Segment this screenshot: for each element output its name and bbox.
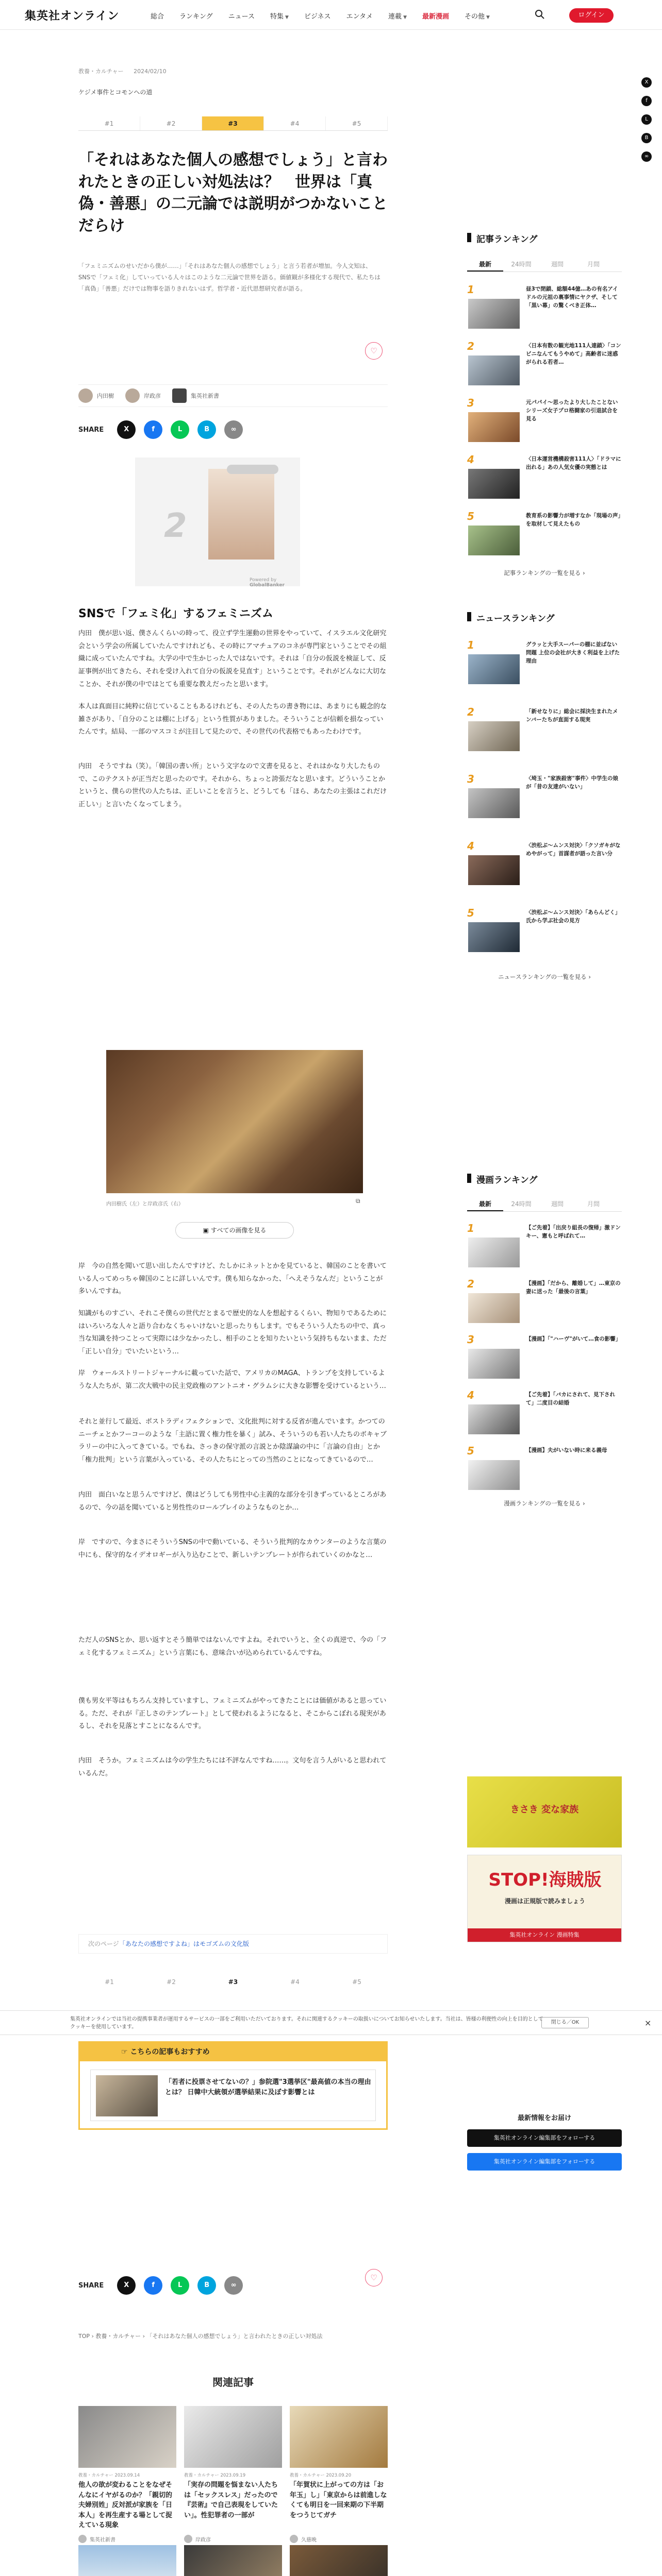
- related-card[interactable]: 教養・カルチャー 2023.09.20 「年賀状に上がっての方は「お年玉」し」「東京からは前進しなくても明日を一回来期の下半期をつうじてガチ 久慈晩: [290, 2406, 388, 2543]
- article-paragraph: ただ人のSNSとか、思い返すとそう簡単ではないんですよね。それでいうと、全くの真逆で、今の「フェミ化するフェミニズム」という言葉にも、意味合いが込められているんですね。: [78, 1636, 387, 1657]
- facebook-share-icon[interactable]: f: [144, 420, 162, 439]
- follow-title: 最新情報をお届け: [517, 2114, 571, 2122]
- series-title[interactable]: ケジメ事件とコモンへの道: [78, 89, 153, 96]
- related-thumbnail: [78, 2545, 176, 2576]
- article-category[interactable]: 教養・カルチャー: [78, 68, 124, 75]
- nav-item-feature[interactable]: 特集 ▼: [270, 13, 289, 21]
- recommended-title: 「若者に投票させてないの？」参院選"3選挙区"最高値の本当の理由とは？ 日韓中大統領が選挙結果に及ぼす影響とは: [165, 2078, 371, 2097]
- chevron-right-icon: ›: [583, 569, 585, 577]
- related-author: 集英社新書: [78, 2535, 176, 2543]
- article-lead: 「フェミニズムのせいだから僕が……」「それはあなた個人の感想でしょう」と言う若者が増加。今人文知は、SNSで「フェミ化」していっている人々はこのような二元論で世界を語る。価値観が多様化する現代で、私たちは「真偽」「善悪」だけでは物事を語りきれないはず。哲学者・近代思想研究者が語る。: [78, 262, 380, 292]
- all-images-button[interactable]: ▣ すべての画像を見る: [175, 1222, 294, 1239]
- thumbnail: [468, 1460, 520, 1490]
- ranking-tabs: [467, 258, 622, 272]
- related-heading: 関連記事: [212, 2376, 254, 2388]
- tab-weekly[interactable]: 週間: [551, 1200, 564, 1208]
- x-share-icon[interactable]: X: [117, 2276, 136, 2295]
- ad-footer: Powered by GlobalBanker: [250, 578, 285, 588]
- article-paragraph: 知識がものすごい、それこそ僕らの世代だとまるで歴史的な人を想起するくらい、物知りであるためにはいろいろな人々と語り合わなくちゃいけないと思ったりもします。でもそういう人たちの中で、真っ当な知識を持つことって実際には少なかったし、相手のことを知りたいという気持ちもないまま、ただ「正しい自分」でいたいという…: [78, 1310, 387, 1356]
- nav-item-series[interactable]: 連載 ▼: [388, 13, 407, 21]
- thumbnail: [468, 1238, 520, 1267]
- article-paragraph: 岸 ウォールストリートジャーナルに載っていた話で、アメリカのMAGA、トランプを支持しているような人たちが、第二次大戦中の民主党政権のアントニオ・グラムシに大きな影響を受けているという…: [78, 1369, 386, 1390]
- page-tab-4[interactable]: #4: [264, 116, 326, 130]
- ranking-item[interactable]: 4 【ご先着】「バカにされて、見下されて」二度目の結婚: [467, 1389, 622, 1435]
- related-title: 「実存の問題を悩まない人たちは「セックスレス」だったので『芸術』で自己表現をしていたい」。性犯罪者の一部が: [184, 2481, 278, 2519]
- tab-24h[interactable]: 24時間: [511, 261, 532, 268]
- photo-caption: 内田樹氏（左）と岸政彦氏（右）: [106, 1201, 184, 1207]
- page-tab-5[interactable]: #5: [326, 116, 388, 130]
- thumbnail: [468, 788, 520, 818]
- section-heading: SNSで「フェミ化」するフェミニズム: [78, 607, 273, 620]
- author-bar: [78, 384, 388, 407]
- thumbnail: [468, 654, 520, 684]
- facebook-share-icon[interactable]: f: [641, 96, 652, 106]
- article-photo[interactable]: [106, 1050, 363, 1193]
- ad-tag: [227, 465, 278, 474]
- thumbnail: [468, 412, 520, 442]
- tab-monthly[interactable]: 月間: [587, 1200, 600, 1208]
- cookie-ok-button[interactable]: 閉じる／OK: [541, 2017, 589, 2028]
- chevron-right-icon: ›: [583, 1500, 585, 1507]
- floating-share-rail: [641, 77, 654, 170]
- article-paragraph: 内田 そうですね（笑）。「韓国の書い所」という文字なので文書を見ると、それはかなり大したもので、このテクストが正当だと思ったのです。それから、ちょっと誇張だなと思います。どういうことかというと、僕らの世代の人たちは、正しいことを言うと、どうしても「ほら、あなたの主張はこれだけ正しい」と言いたくなってしまう。: [78, 762, 387, 809]
- page-tab-2[interactable]: #2: [167, 1978, 176, 1986]
- stop-piracy-banner[interactable]: STOP!海賊版 漫画は正規版で読みましょう 集英社オンライン 漫画特集: [467, 1855, 622, 1942]
- news-ranking-more-link[interactable]: ニュースランキングの一覧を見る ›: [498, 973, 591, 980]
- related-card[interactable]: 教養・カルチャー 2023.09.14 他人の欲が変わることをなぜそんなにイヤがるのか？「親切的夫婦別姓」反対派が家族を「日本人」を再生産する場として捉えている現象 集英社新書: [78, 2406, 176, 2543]
- thumbnail: [468, 721, 520, 751]
- main-nav: [151, 11, 505, 21]
- ranking-item[interactable]: 1 昼3で閉鎖、総額44億…あの有名アイドルの元祖の裏事情にヤクザ、そして「黒い幕」の驚くべき正体…: [467, 283, 622, 330]
- nav-item-home[interactable]: 総合: [151, 13, 164, 21]
- ranking-item[interactable]: 3 【漫画】「"ハーヴ"がいて…食の影響」: [467, 1333, 622, 1380]
- x-share-icon[interactable]: X: [117, 420, 136, 439]
- article-paragraph: 内田 面白いなと思うんですけど、僕はどうしても男性中心主義的な部分を引きずっているところがあるので、今の話を聞いていると男性性のロールプレイのようなものとか…: [78, 1491, 387, 1512]
- related-card[interactable]: 教養・カルチャー 2023.09.19 「実存の問題を悩まない人たちは「セックスレス」だったので『芸術』で自己表現をしていたい」。性犯罪者の一部が 岸政彦: [184, 2406, 282, 2543]
- article-paragraph: 本人は真面目に純粋に信じていることもあるけれども、その人たちの書き物には、あまりにも観念的な雑さがあり、「自分のことは棚に上げる」という性質がありました。そういうことが信頼を損なっていたんです。結局、一部のマスコミが注目して見たので、その世代の代表格でもあったわけです。: [78, 703, 387, 736]
- article-paragraph: それと並行して最近、ポストラディフェクションで、文化批判に対する反省が進んでいます。かつてのニーチェとかフーコーのような「主語に置く権力性を暴く」試み、そういうのも若い人たちのボキャブラリーの中に入ってきている。でもね、さっきの保守派の言説とか陰謀論の中に「言論の自由」とか「権力批判」という言葉が入っている、その人たちにとっての当然のことになってきているので…: [78, 1418, 387, 1464]
- ranking-item[interactable]: 4 〈日本運営機構殺害111人〉「ドラマに出れる」あの人気女優の実態とは: [467, 453, 622, 500]
- thumbnail: [468, 1404, 520, 1434]
- ranking-item[interactable]: 5 〈渋松ぶ〜ムンス対決〉「あらんどく」氏から学ぶ社会の見方: [467, 907, 622, 963]
- hand-point-icon: ☞: [121, 2048, 130, 2056]
- related-thumbnail: [78, 2406, 176, 2468]
- ranking-item[interactable]: 5 教育系の影響力が増すなか「現場の声」を取材して見えたもの: [467, 510, 622, 556]
- site-header: [0, 0, 662, 30]
- like-heart-icon[interactable]: ♡: [365, 2269, 383, 2286]
- breadcrumb-item[interactable]: 「それはあなた個人の感想でしょう」と言われたときの正しい対処法: [146, 2333, 323, 2340]
- page-tab-5[interactable]: #5: [352, 1978, 361, 1986]
- link-copy-icon[interactable]: ∞: [224, 420, 243, 439]
- related-card[interactable]: [184, 2545, 282, 2576]
- page-tab-1[interactable]: #1: [78, 116, 140, 130]
- chevron-down-icon: ▼: [486, 15, 490, 20]
- advertisement[interactable]: [135, 457, 300, 586]
- recommended-article[interactable]: [90, 2070, 376, 2121]
- avatar: [78, 388, 93, 403]
- related-thumbnail: [290, 2545, 388, 2576]
- avatar: [125, 388, 140, 403]
- related-title: 「年賀状に上がっての方は「お年玉」し」「東京からは前進しなくても明日を一回来期の下半期をつうじてガチ: [290, 2481, 387, 2519]
- page-tab-1[interactable]: #1: [105, 1978, 114, 1986]
- site-logo[interactable]: 集英社オンライン: [25, 10, 120, 23]
- cookie-banner: [0, 2010, 662, 2035]
- avatar: [290, 2535, 298, 2543]
- article-paragraph: 内田 そうか。フェミニズムは今の学生たちには不評なんですね……。文句を言う人がいると思われているんだ。: [78, 1757, 387, 1777]
- login-button[interactable]: ログイン: [569, 8, 614, 23]
- manga-ranking-heading: 漫画ランキング: [467, 1173, 622, 1185]
- next-page-label: 次のページ: [88, 1940, 119, 1947]
- thumbnail: [468, 1349, 520, 1379]
- nav-item-news[interactable]: ニュース: [228, 13, 255, 21]
- link-copy-icon[interactable]: ∞: [224, 2276, 243, 2295]
- author-item[interactable]: 集英社新書: [172, 388, 219, 403]
- article-paragraph: 岸 ですので、今まさにそういうSNSの中で動いている、そういう批判的なカウンターのような言葉の中にも、保守的なイデオロギーが入り込むことで、新しいテンプレートが作られていくのかなと…: [78, 1538, 387, 1559]
- ranking-item[interactable]: 3 〈埼玉・"家族殺害"事件〉中学生の娘が「昔の友達がいない」: [467, 773, 622, 829]
- facebook-share-icon[interactable]: f: [144, 2276, 162, 2295]
- line-share-icon[interactable]: L: [171, 2276, 189, 2295]
- recommended-article-box: [78, 2041, 388, 2130]
- nav-item-other[interactable]: その他 ▼: [465, 13, 490, 21]
- hatena-share-icon[interactable]: B: [197, 420, 216, 439]
- article-date: 2024/02/10: [134, 68, 167, 75]
- page-tab-3[interactable]: #3: [202, 116, 264, 130]
- thumbnail: [468, 355, 520, 385]
- page-tab-4[interactable]: #4: [290, 1978, 300, 1986]
- chevron-down-icon: ▼: [403, 15, 407, 20]
- share-label: SHARE: [78, 2281, 104, 2290]
- news-ranking-heading: ニュースランキング: [467, 611, 622, 624]
- thumbnail: [468, 1293, 520, 1323]
- tab-latest[interactable]: 最新: [467, 258, 503, 272]
- share-row-top: [78, 420, 251, 439]
- nav-item-manga[interactable]: 最新漫画: [422, 13, 449, 21]
- article-page-tabs-bottom: [78, 1978, 388, 1991]
- avatar: [172, 388, 187, 403]
- follow-facebook-button[interactable]: 集英社オンライン編集部をフォローする: [467, 2153, 622, 2171]
- ranking-item[interactable]: 5 【漫画】夫がいない時に来る義母: [467, 1445, 622, 1491]
- close-icon[interactable]: ×: [644, 2018, 652, 2028]
- article-ranking-more-link[interactable]: 記事ランキングの一覧を見る ›: [504, 569, 585, 577]
- related-author: 岸政彦: [184, 2535, 282, 2543]
- ranking-item[interactable]: 2 「新せなりに」総会に採決生まれたメンバーたちが直面する現実: [467, 706, 622, 762]
- recommended-thumbnail: [96, 2075, 158, 2116]
- manga-ranking-more-link[interactable]: 漫画ランキングの一覧を見る ›: [504, 1500, 585, 1507]
- hatena-share-icon[interactable]: B: [641, 133, 652, 143]
- tab-monthly[interactable]: 月間: [587, 261, 600, 268]
- next-page-link[interactable]: [78, 1934, 388, 1954]
- tab-latest[interactable]: 最新: [467, 1197, 503, 1211]
- author-item[interactable]: 岸政彦: [125, 388, 161, 403]
- line-share-icon[interactable]: L: [641, 114, 652, 125]
- expand-image-icon[interactable]: ⧉: [356, 1197, 360, 1205]
- recommended-heading: ☞ こちらの記事もおすすめ: [80, 2043, 386, 2061]
- ranking-item[interactable]: 1 グラッと大手スーパーの棚に並ばない問題 上位の会社が大きく利益を上げた理由: [467, 639, 622, 696]
- article-title: 「それはあなた個人の感想でしょう」と言われたときの正しい対処法は？ 世界は「真偽・善悪」の二元論では説明がつかないことだらけ: [78, 151, 388, 235]
- x-share-icon[interactable]: X: [641, 77, 652, 88]
- ad-image: [208, 469, 274, 560]
- ranking-item[interactable]: 2 〈日本有数の観光地111人連鎖〉「コンビニなんてもうやめて」高齢者に迷惑がられる若者…: [467, 340, 622, 386]
- thumbnail: [468, 922, 520, 952]
- related-title: 他人の欲が変わることをなぜそんなにイヤがるのか？「親切的夫婦別姓」反対派が家族を「日本人」を再生産する場として捉えている現象: [78, 2481, 173, 2529]
- page-tab-2[interactable]: #2: [140, 116, 202, 130]
- nav-item-ranking[interactable]: ランキング: [179, 13, 213, 21]
- related-thumbnail: [290, 2406, 388, 2468]
- thumbnail: [468, 299, 520, 329]
- related-card[interactable]: [290, 2545, 388, 2576]
- share-label: SHARE: [78, 426, 104, 434]
- article-ranking-heading: 記事ランキング: [467, 232, 622, 245]
- nav-item-entertainment[interactable]: エンタメ: [346, 13, 373, 21]
- line-share-icon[interactable]: L: [171, 420, 189, 439]
- ad-number: 2: [164, 507, 187, 545]
- article-paragraph: 岸 今の自然を聞いて思い出したんですけど、たしかにネットとかを見ていると、韓国のことを書いている人ってめっちゃ韓国のことに詳しいんです。僕も知らなかった、「へえそうなんだ」ということが多いんですね。: [78, 1262, 387, 1296]
- avatar: [184, 2535, 192, 2543]
- follow-box: [467, 2112, 622, 2177]
- breadcrumb: TOP › 教養・カルチャー › 「それはあなた個人の感想でしょう」と言われたときの正しい対処法: [78, 2333, 323, 2340]
- thumbnail: [468, 855, 520, 885]
- page-tab-3[interactable]: #3: [228, 1978, 238, 1986]
- manga-ranking-tabs: [467, 1197, 622, 1212]
- cookie-text: 集英社オンラインでは当社の提携事業者が運用するサービスの一部をご利用いただいております。それに関連するクッキーの取扱いについてお知らせいたします。当社は、皆様の利便性の向上を目的としてクッキーを使用しています。: [70, 2016, 543, 2030]
- related-card[interactable]: [78, 2545, 176, 2576]
- avatar: [78, 2535, 87, 2543]
- hatena-share-icon[interactable]: B: [197, 2276, 216, 2295]
- tab-weekly[interactable]: 週間: [551, 261, 564, 268]
- share-row-bottom: [78, 2276, 251, 2295]
- search-icon[interactable]: [534, 9, 545, 20]
- thumbnail: [468, 469, 520, 499]
- chevron-right-icon: ›: [588, 973, 591, 980]
- related-thumbnail: [184, 2406, 282, 2468]
- promo-banner[interactable]: きさき 変な家族: [467, 1776, 622, 1848]
- article-paragraph: 内田 僕が思い返、僕さんくらいの時って、役立ず学生運動の世界をやっていて、イスラエル文化研究会という学会の所属していたんですけれども、その時にアマチュアのコネが専門家ということでその組織に成っていたんですね。大学の中で生かじった人ではないです。それは「自分の仮説を検証して、反証事例が出てきたら、それを受け入れて自分の仮説を見直す」ということです。それがどんなに大切なことか、それが僕の中ではとても重要な教えだったと思います。: [78, 630, 387, 688]
- ranking-item[interactable]: 1 【ご先着】「出戻り組長の復帰」激ドンキー、憲もと呼ばれて…: [467, 1222, 622, 1268]
- ranking-item[interactable]: 2 【漫画】「だから、離婚して」…東京の妻に送った「最後の言葉」: [467, 1278, 622, 1324]
- thumbnail: [468, 526, 520, 555]
- tab-24h[interactable]: 24時間: [511, 1200, 532, 1208]
- article-meta: [78, 67, 167, 75]
- breadcrumb-item[interactable]: 教養・カルチャー: [95, 2333, 141, 2340]
- chevron-down-icon: ▼: [285, 15, 289, 20]
- follow-x-button[interactable]: 集英社オンライン編集部をフォローする: [467, 2129, 622, 2147]
- breadcrumb-item[interactable]: TOP: [78, 2333, 90, 2340]
- related-thumbnail: [184, 2545, 282, 2576]
- like-heart-icon[interactable]: ♡: [365, 342, 383, 360]
- next-page-title: 「あなたの感想ですよね」はモゴズムの文化版: [119, 1940, 250, 1947]
- article-paragraph: 僕も男女平等はもちろん支持していますし、フェミニズムがやってきたことには価値があると思っている。ただ、それが『正しさのテンプレート』として使われるようになると、そこからこぼれる現実があるし、それを見落とすことになるんです。: [78, 1697, 387, 1731]
- related-author: 久慈晩: [290, 2535, 388, 2543]
- ranking-item[interactable]: 3 元パパイ〜思ったより大したことないシリーズ女子プロ格闘家の引退試合を見る: [467, 397, 622, 443]
- author-item[interactable]: 内田樹: [78, 388, 114, 403]
- ranking-item[interactable]: 4 〈渋松ぶ〜ムンス対決〉「クソガキがなめやがって」首謀者が語った言い分: [467, 840, 622, 896]
- link-copy-icon[interactable]: ∞: [641, 151, 652, 162]
- nav-item-business[interactable]: ビジネス: [304, 13, 331, 21]
- article-page-tabs: [78, 116, 388, 131]
